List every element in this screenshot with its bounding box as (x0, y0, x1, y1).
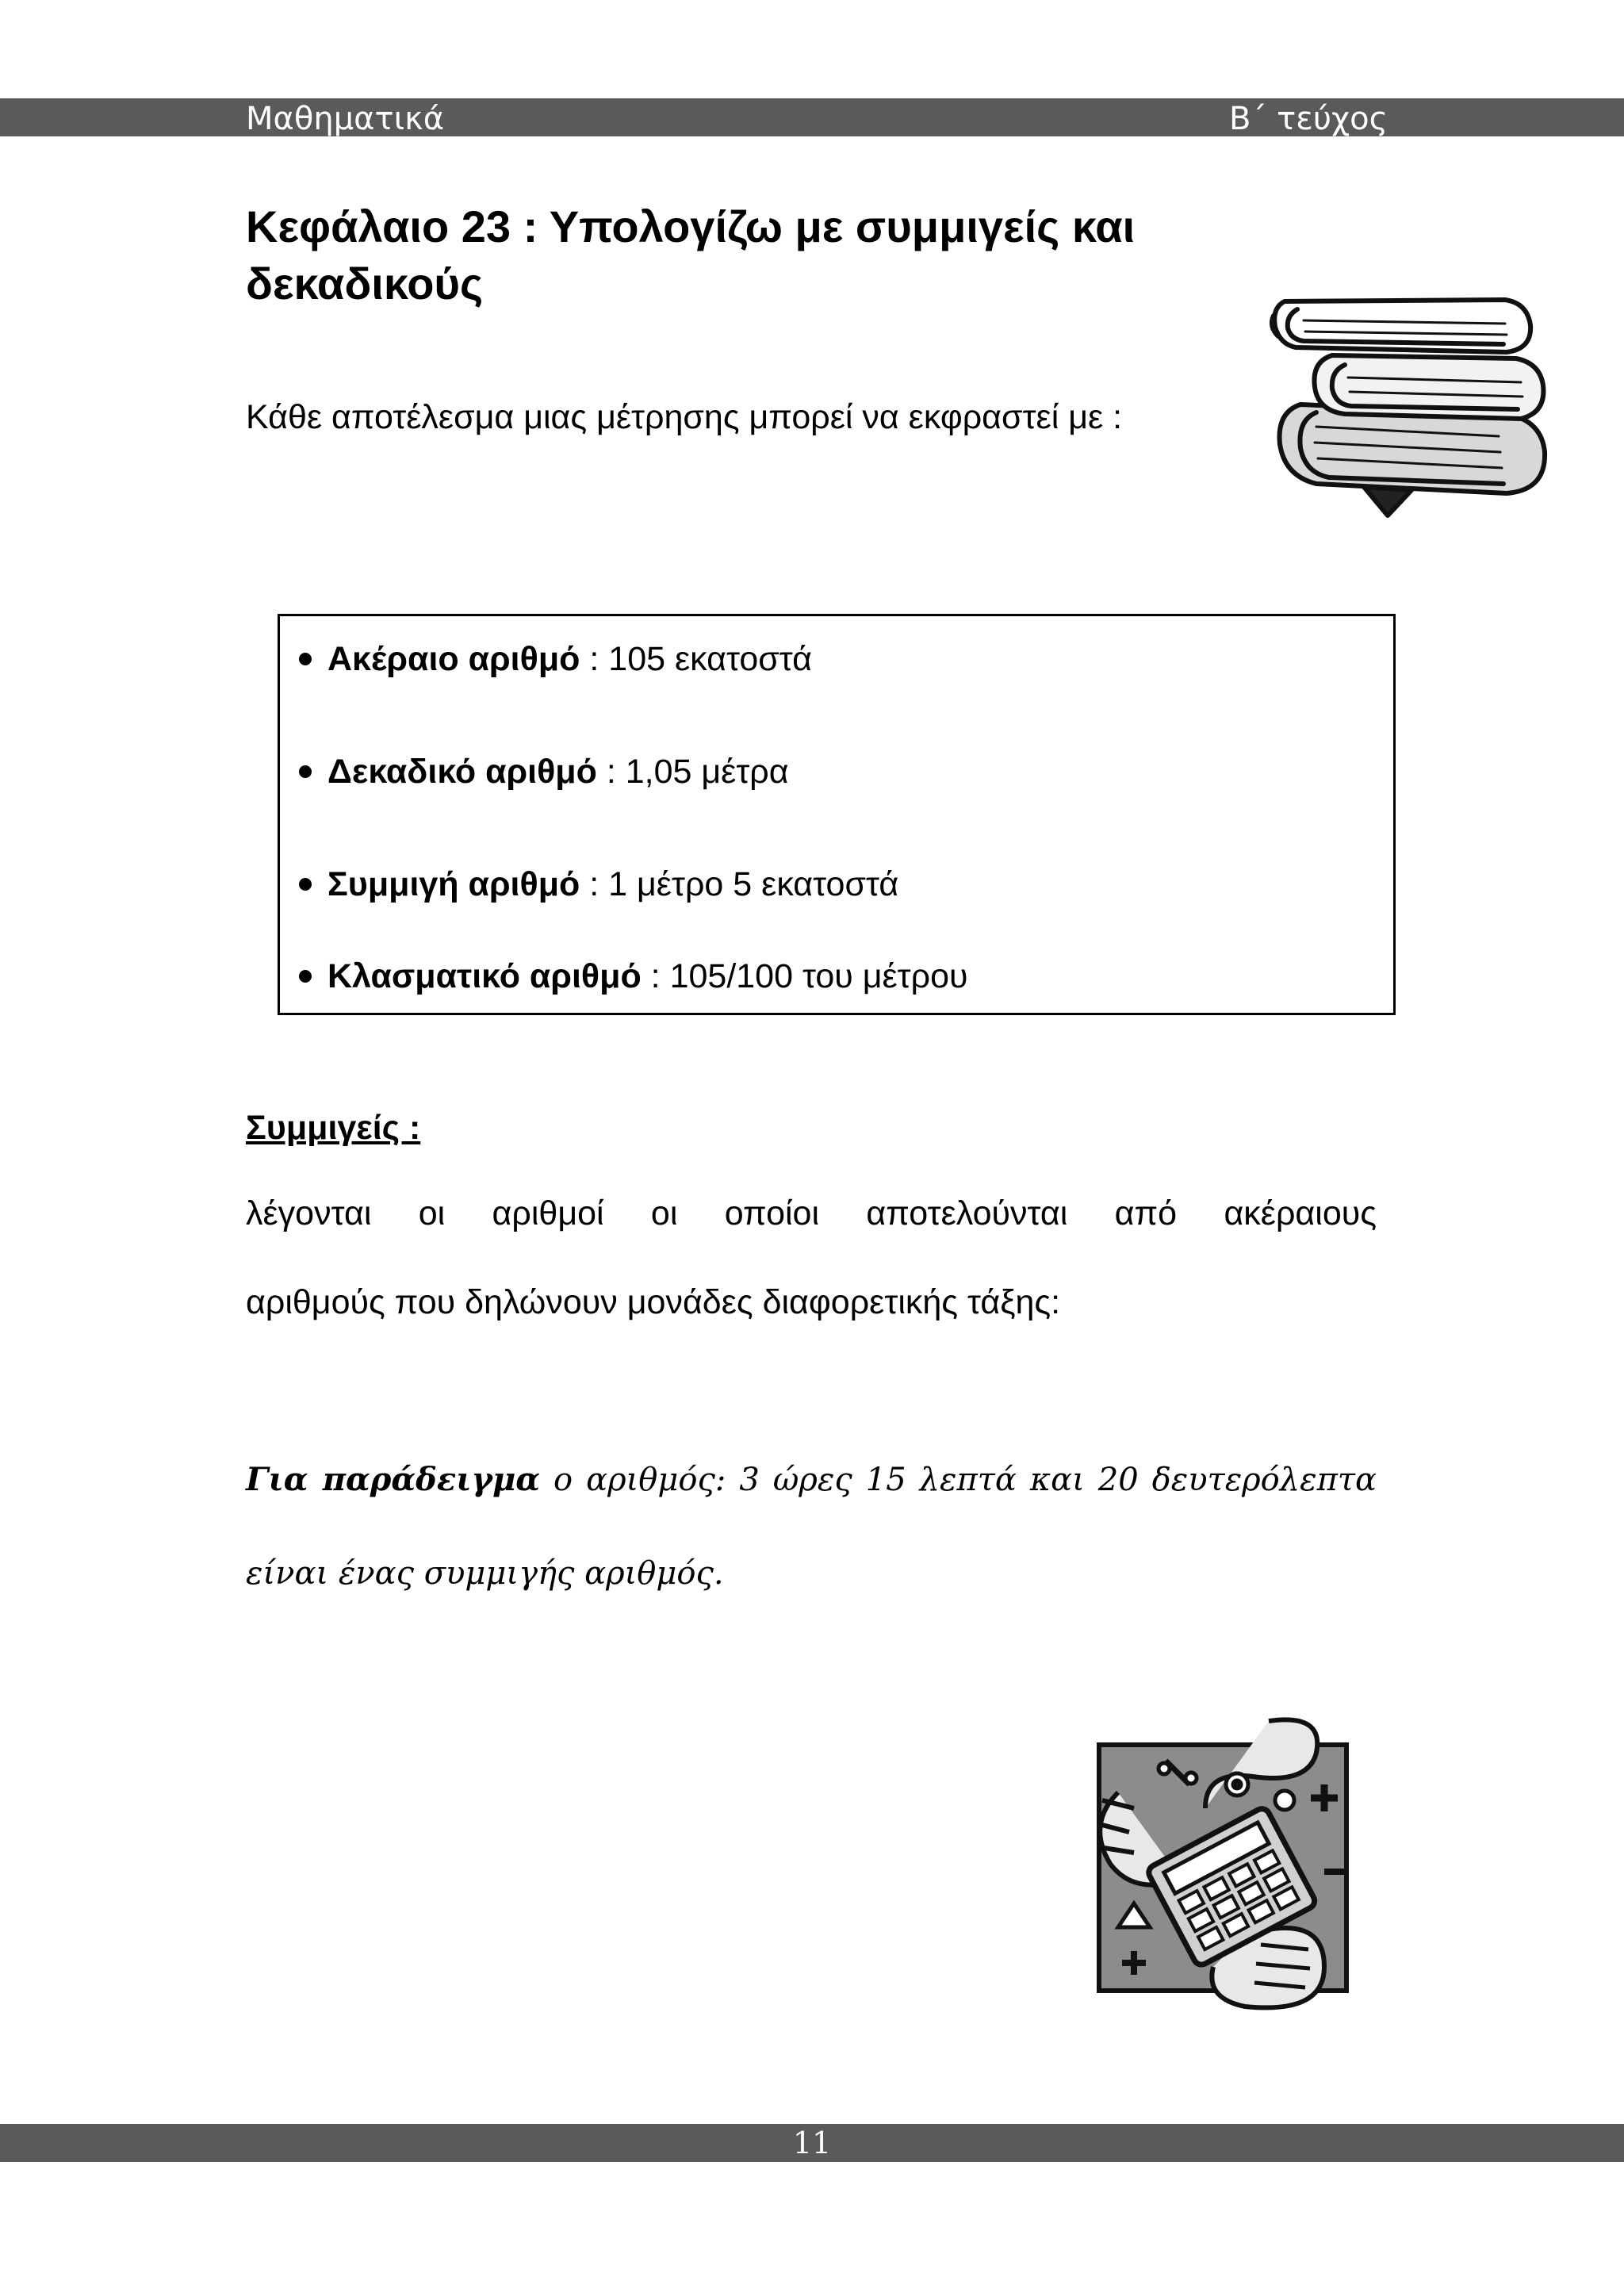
intro-text: Κάθε αποτέλεσμα μιας μέτρησης μπορεί να εκφραστεί με : (246, 398, 1123, 436)
list-item (327, 748, 789, 795)
example-line-2: είναι ένας συμμιγής αριθμός. (246, 1555, 724, 1592)
definition-line-2: αριθμούς που δηλώνουν μονάδες διαφορετικής τάξης: (246, 1283, 1061, 1321)
bullet-text: : 1 μέτρο 5 εκατοστά (580, 865, 899, 903)
list-item (327, 953, 968, 1000)
bullet-term: Συμμιγή αριθμό (327, 865, 580, 903)
bullet-term: Κλασματικό αριθμό (327, 957, 642, 995)
chapter-title: Κεφάλαιο 23 : Υπολογίζω με συμμιγείς και δεκαδικούς (246, 201, 1136, 309)
example-text: ο αριθμός: 3 ώρες 15 λεπτά και 20 δευτερόλεπτα (540, 1462, 1377, 1498)
bullet-term: Ακέραιο αριθμό (327, 640, 580, 678)
bullet-icon (299, 970, 312, 983)
bullet-text: : 1,05 μέτρα (596, 753, 789, 791)
header-volume: Β΄ τεύχος (1229, 101, 1388, 137)
page-number: 11 (792, 2125, 832, 2160)
section-heading: Συμμιγείς : (246, 1109, 421, 1147)
bullet-term: Δεκαδικό αριθμό (327, 753, 597, 791)
bullet-text: : 105/100 του μέτρου (641, 957, 968, 995)
list-item (327, 861, 898, 908)
definition-line-1: λέγονται οι αριθμοί οι οποίοι αποτελούνται από ακέραιους (246, 1194, 1377, 1232)
bullet-text: : 105 εκατοστά (580, 640, 813, 678)
bullet-icon (299, 653, 312, 665)
bullet-icon (299, 878, 312, 891)
books-stack-icon (1269, 286, 1554, 523)
bullet-icon (299, 765, 312, 778)
number-forms-box (278, 614, 1396, 1015)
calculator-clipart-icon (1086, 1713, 1364, 2022)
example-line-1 (246, 1456, 1377, 1504)
list-item (327, 635, 812, 683)
example-lead: Για παράδειγμα (246, 1461, 540, 1498)
header-subject: Μαθηματικά (246, 101, 445, 137)
